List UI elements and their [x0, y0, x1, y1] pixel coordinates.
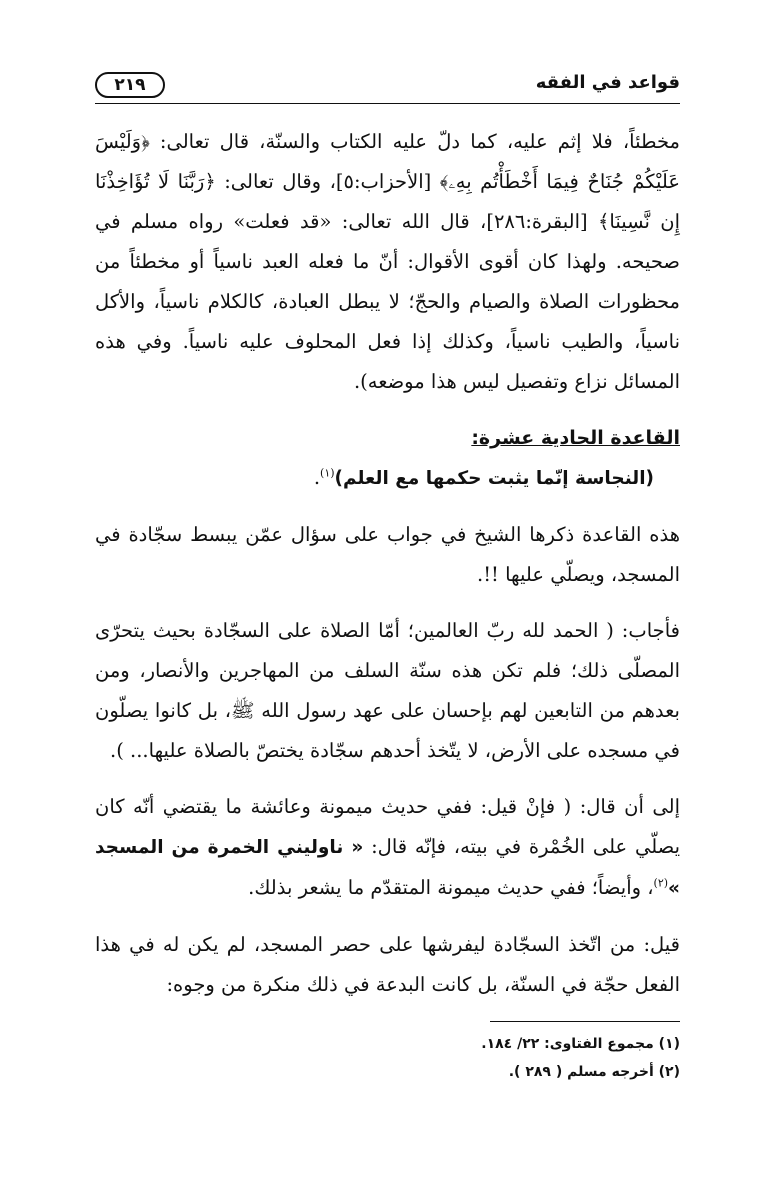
objection-end: ، وأيضاً؛ ففي حديث ميمونة المتقدّم ما يشعر بذلك.: [248, 876, 654, 899]
rule-end: .: [313, 466, 321, 489]
page-number: ٢١٩: [95, 72, 165, 98]
paragraph-continuation: مخطئاً، فلا إثم عليه، كما دلّ عليه الكتاب والسنّة، قال تعالى: ﴿وَلَيْسَ عَلَيْكُمْ جُنَاحٌ فِيمَا أَخْطَأْتُم بِهِۦ﴾ [الأحزاب:٥]، وقال تعالى: ﴿رَبَّنَا لَا تُؤَاخِذْنَا إِن نَّسِينَا﴾ [البقرة:٢٨٦]، قال الله تعالى: «قد فعلت» رواه مسلم في صحيحه. ولهذا كان أقوى الأقوال: أنّ ما فعله العبد ناسياً أو مخطئاً من محظورات الصلاة والصيام والحجّ؛ لا يبطل العبادة، كالكلام ناسياً، والأكل ناسياً، والطيب ناسياً، وكذلك إذا فعل المحلوف عليه ناسياً. وفي هذه المسائل نزاع وتفصيل ليس هذا موضعه).: [95, 130, 680, 393]
paragraph-objection: [95, 787, 680, 909]
footnotes: [95, 1030, 680, 1086]
footnote-2: (٢) أخرجه مسلم ( ٢٨٩ ).: [508, 1064, 680, 1080]
objection-start: إلى أن قال: ( فإنْ قيل: ففي حديث ميمونة وعائشة ما يقتضي أنّه كان يصلّي على الخُمْرة في بيته، فإنّه قال:: [95, 795, 681, 858]
footnote-ref-1: (١): [320, 466, 335, 480]
rule-text: (النجاسة إنّما يثبت حكمها مع العلم): [334, 468, 654, 489]
header-title: قواعد في الفقه: [535, 72, 680, 93]
header-rule: [95, 103, 680, 104]
rule-heading-line: [95, 418, 680, 458]
footnote-ref-2: (٢): [653, 876, 669, 890]
paragraph-answer: فأجاب: ( الحمد لله ربّ العالمين؛ أمّا الصلاة على السجّادة بحيث يتحرّى المصلّى ذلك؛ فلم تكن هذه سنّة السلف من المهاجرين والأنصار، ومن بعدهم من التابعين لهم بإحسان على عهد رسول الله ﷺ، بل كانوا يصلّون في مسجده على الأرض، لا يتّخذ أحدهم سجّادة يختصّ بالصلاة عليها... ).: [95, 619, 680, 762]
footnote-1: (١) مجموع الفتاوى: ٢٢/ ١٨٤.: [481, 1036, 680, 1052]
paragraph-question: هذه القاعدة ذكرها الشيخ في جواب على سؤال عمّن يبسط سجّادة في المسجد، ويصلّي عليها !!.: [95, 523, 680, 586]
hadith-quote: « ناوليني الخمرة من المسجد »: [95, 837, 680, 899]
rule-statement: [95, 458, 680, 499]
paragraph-reply: قيل: من اتّخذ السجّادة ليفرشها على حصر المسجد، لم يكن له في هذا الفعل حجّة في السنّة، بل كانت البدعة في ذلك منكرة من وجوه:: [95, 933, 680, 996]
footnote-rule: [490, 1021, 680, 1022]
running-header: [95, 72, 680, 108]
body-text: [95, 122, 680, 1005]
rule-heading: القاعدة الحادية عشرة:: [471, 427, 680, 449]
